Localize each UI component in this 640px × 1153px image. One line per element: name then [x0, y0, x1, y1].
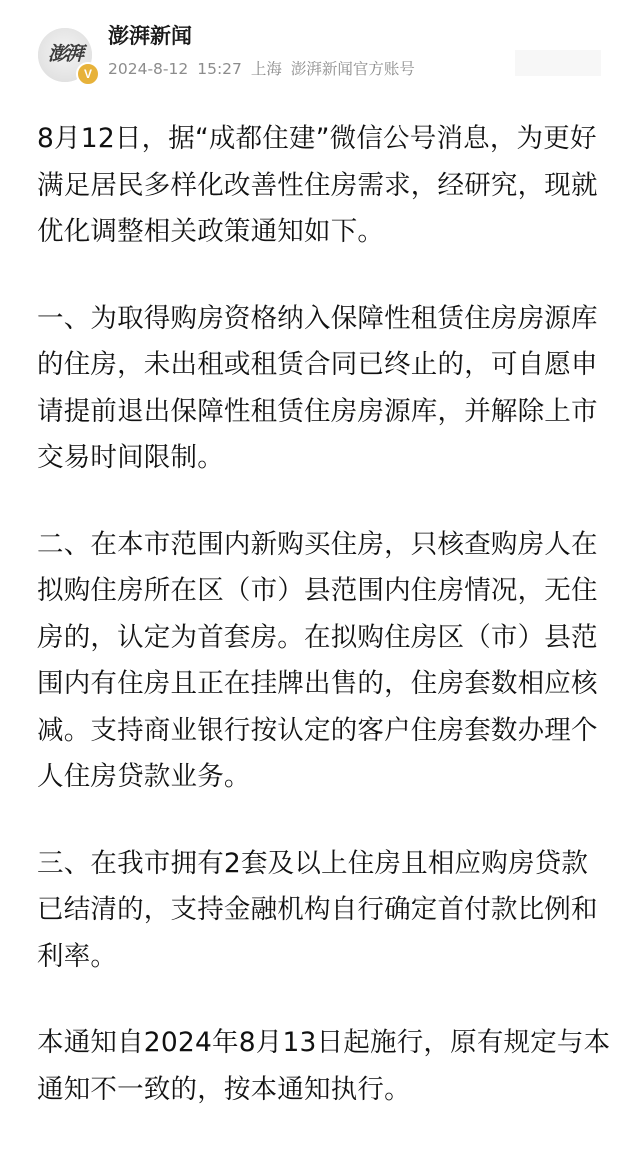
article-paragraph: 本通知自2024年8月13日起施行，原有规定与本通知不一致的，按本通知执行。	[37, 1027, 611, 1105]
follow-button-area[interactable]	[515, 50, 601, 76]
post-location: 上海	[250, 60, 282, 78]
avatar-logo-text: 澎湃	[47, 43, 82, 65]
account-name[interactable]: 澎湃新闻	[108, 24, 192, 48]
article-header	[0, 0, 640, 96]
post-date: 2024-8-12	[108, 60, 189, 78]
article-paragraph: 一、为取得购房资格纳入保障性租赁住房房源库的住房，未出租或租赁合同已终止的，可自愿申请提前退出保障性租赁住房房源库，并解除上市交易时间限制。	[37, 302, 598, 473]
article-paragraph: 三、在我市拥有2套及以上住房且相应购房贷款已结清的，支持金融机构自行确定首付款比例和利率。	[37, 847, 598, 972]
post-time: 15:27	[197, 60, 242, 78]
article-paragraph: 8月12日，据“成都住建”微信公号消息，为更好满足居民多样化改善性住房需求，经研究，现就优化调整相关政策通知如下。	[37, 123, 598, 247]
article-body	[37, 116, 611, 1153]
avatar[interactable]	[38, 28, 92, 82]
account-type: 澎湃新闻官方账号	[290, 60, 415, 78]
article-paragraph: 二、在本市范围内新购买住房，只核查购房人在拟购住房所在区（市）县范围内住房情况，无住房的，认定为首套房。在拟购住房区（市）县范围内有住房且正在挂牌出售的，住房套数相应核减。支持商业银行按认定的客户住房套数办理个人住房贷款业务。	[37, 528, 598, 792]
post-meta	[108, 58, 424, 80]
verified-badge-icon: V	[76, 62, 100, 86]
